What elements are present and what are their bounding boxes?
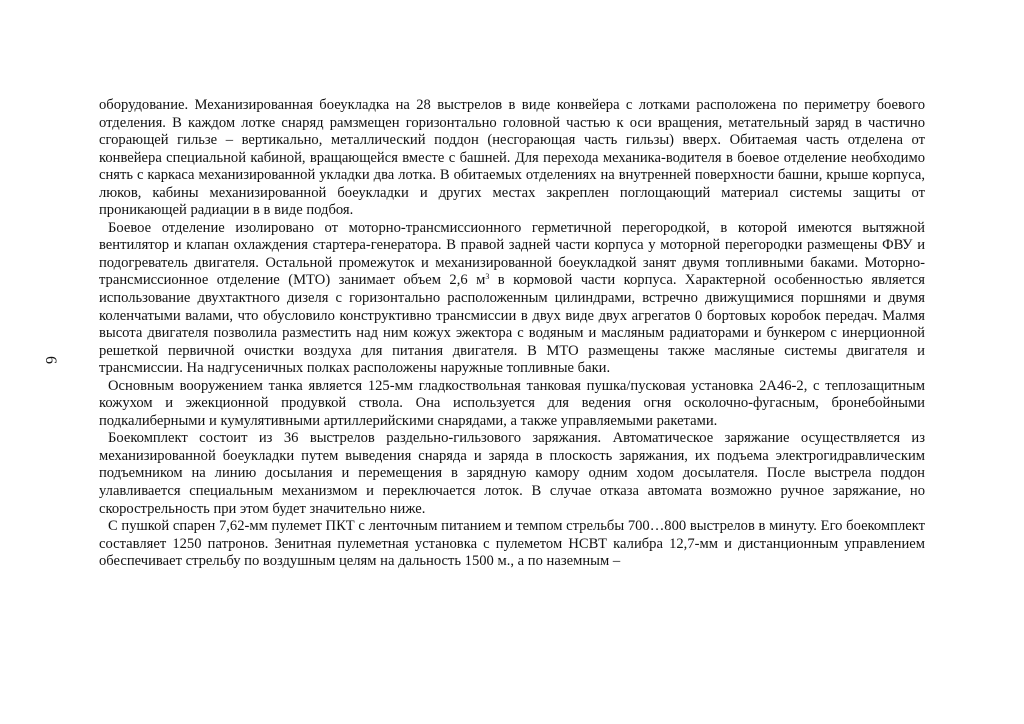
- paragraph-2-text-start: Боевое отделение изолировано от моторно-трансмиссионного герметичной перегородкой, в которой имеются вытяжной вентилятор и клапан охлаждения стартера-генератора. В правой задней части корпуса у моторной перегородки размещены ФВУ и подогреватель двигателя. Остальной промежуток и механизированной боеукладкой занят двумя топливными баками. Моторно-трансмиссионное отделение (МТО) занимает объем 2,6 м: [99, 219, 925, 289]
- superscript-cubic: 3: [485, 272, 490, 282]
- page-number: 6: [42, 356, 59, 364]
- paragraph-2-text-end: в кормовой части корпуса. Характерной особенностью является использование двухтактного дизеля с горизонтально расположенным цилиндрами, встречно движущимися поршнями и двумя коленчатыми валами, что обусловило конструктивно трансмиссии в двух виде двух агрегатов 0 бортовых коробок передач. Малмя высота двигателя позволила разместить над ним кожух эжектора с водяным и масляным радиаторами и бункером с инерционной решеткой первичной очистки воздуха для питания двигателя. В МТО размещены также масляные системы двигателя и трансмиссии. На надгусеничных полках расположены наружные топливные баки.: [99, 272, 925, 377]
- paragraph-2: [99, 220, 925, 378]
- document-body: [99, 97, 925, 571]
- paragraph-4: Боекомплект состоит из 36 выстрелов раздельно-гильзового заряжания. Автоматическое заряжание осуществляется из механизированной боеукладки путем выведения снаряда и заряда в плоскость заряжания, их подъема электрогидравлическим подъемником на линию досылания и перемещения в зарядную камору одним ходом досылателя. После выстрела поддон улавливается специальным механизмом и переключается лоток. В случае отказа автомата возможно ручное заряжание, но скорострельность при этом будет значительно ниже.: [99, 430, 925, 517]
- paragraph-1: оборудование. Механизированная боеукладка на 28 выстрелов в виде конвейера с лотками расположена по периметру боевого отделения. В каждом лотке снаряд рамзмещен горизонтально головной частью к оси вращения, метательный заряд в частично сгорающей гильзе – вертикально, металлический поддон (несгорающая часть гильзы) вверх. Обитаемая часть отделена от конвейера специальной кабиной, вращающейся вместе с башней. Для перехода механика-водителя в боевое отделение необходимо снять с каркаса механизированной укладки два лотка. В обитаемых отделениях на внутренней поверхности башни, крыше корпуса, люков, кабины механизированной боеукладки и других местах закреплен поглощающий материал системы защиты от проникающей радиации в в виде подбоя.: [99, 97, 925, 219]
- paragraph-3: Основным вооружением танка является 125-мм гладкоствольная танковая пушка/пусковая установка 2А46-2, с теплозащитным кожухом и эжекционной продувкой ствола. Она используется для ведения огня осколочно-фугасным, бронебойными подкалиберными и кумулятивными артиллерийскими снарядами, а также управляемыми ракетами.: [99, 377, 925, 429]
- paragraph-5: С пушкой спарен 7,62-мм пулемет ПКТ с ленточным питанием и темпом стрельбы 700…800 выстрелов в минуту. Его боекомплект составляет 1250 патронов. Зенитная пулеметная установка с пулеметом НСВТ калибра 12,7-мм и дистанционным управлением обеспечивает стрельбу по воздушным целям на дальность 1500 м., а по наземным –: [99, 518, 925, 570]
